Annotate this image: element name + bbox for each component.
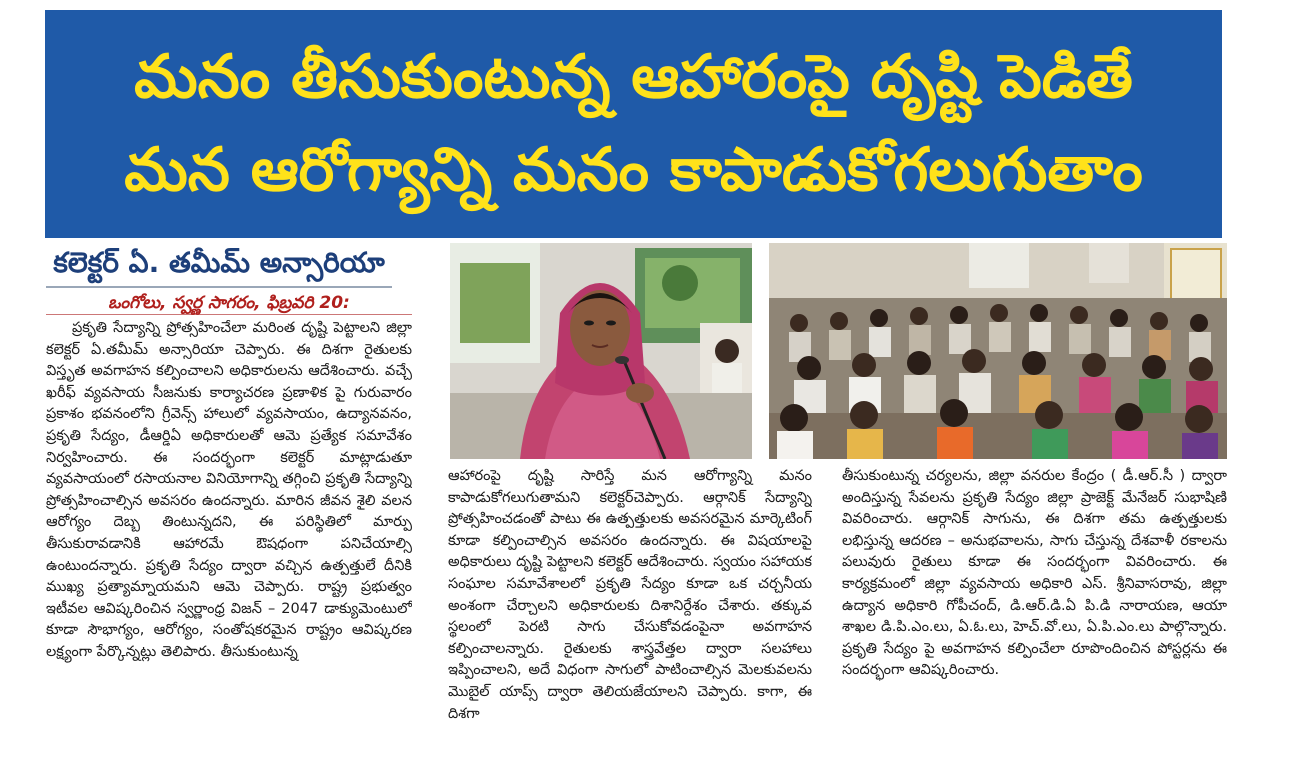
article-column-3: తీసుకుంటున్న చర్యలను, జిల్లా వనరుల కేంద్రం ( డీ.ఆర్.సీ ) ద్వారా అందిస్తున్న సేవలను ప్రకృతి సేద్యం జిల్లా ప్రాజెక్ట్ మేనేజర్ సుభాషిణి వివరించారు. ఆర్గానిక్ సాగును, ఈ దిశగా తమ ఉత్పత్తులకు లభిస్తున్న ఆదరణ – అనుభవాలను, సాగు చేస్తున్న దేశవాళీ రకాలను పలువురు రైతులు కూడా ఈ సందర్భంగా వివరించారు. ఈ కార్యక్రమంలో జిల్లా వ్యవసాయ అధికారి ఎస్. శ్రీనివాసరావు, జిల్లా ఉద్యాన అధికారి గోపీచంద్, డి.ఆర్.డి.ఏ పి.డి నారాయణ, ఆయా శాఖల డి.పి.ఎం.లు, ఏ.ఓ.లు, హెచ్.వో.లు, ఏ.పి.ఎం.లు పాల్గొన్నారు. ప్రకృతి సేద్యం పై అవగాహన కల్పించేలా రూపొందించిన పోస్టర్లను ఈ సందర్భంగా ఆవిష్కరించారు. bbox=[842, 468, 1227, 679]
article-column-1: ప్రకృతి సేద్యాన్ని ప్రోత్సహించేలా మరింత దృష్టి పెట్టాలని జిల్లా కలెక్టర్ ఏ.తమీమ్ అన్సారియా చెప్పారు. ఈ దిశగా రైతులకు విస్తృత అవగాహన కల్పించాలని అధికారులను ఆదేశించారు. వచ్చే ఖరీఫ్ వ్యవసాయ సీజనుకు కార్యాచరణ ప్రణాళిక పై గురువారం ప్రకాశం భవనంలోని గ్రీవెన్స్ హాలులో వ్యవసాయం, ఉద్యానవనం, ప్రకృతి సేద్యం, డీఆర్డిఏ అధికారులతో ఆమె ప్రత్యేక సమావేశం నిర్వహించారు. ఈ సందర్భంగా కలెక్టర్ మాట్లాడుతూ వ్యవసాయంలో రసాయనాల వినియోగాన్ని తగ్గించి ప్రకృతి సేద్యాన్ని ప్రోత్సహించాల్సిన అవసరం ఉందన్నారు. మారిన జీవన శైలి వలన ఆరోగ్యం దెబ్బ తింటున్నదని, ఈ పరిస్థితిలో మార్పు తీసుకురావడానికి ఆహారమే ఔషధంగా పనిచేయాల్సి ఉంటుందన్నారు. ప్రకృతి సేద్యం ద్వారా వచ్చిన ఉత్పత్తులే దీనికి ముఖ్య ప్రత్యామ్నాయమని ఆమె చెప్పారు. రాష్ట్ర ప్రభుత్వం ఇటీవల ఆవిష్కరించిన స్వర్ణాంధ్ర విజన్ – 2047 డాక్యుమెంటులో కూడా సౌభాగ్యం, ఆరోగ్యం, సంతోషకరమైన రాష్ట్రం ఆవిష్కరణ లక్ష్యంగా పేర్కొన్నట్లు తెలిపారు. తీసుకుంటున్న bbox=[46, 320, 412, 660]
headline-banner bbox=[45, 10, 1222, 238]
byline-name: కలెక్టర్ ఏ. తమీమ్ అన్సారియా bbox=[53, 246, 385, 279]
collector-speaking-photo bbox=[450, 243, 752, 459]
dateline: ఒంగోలు, స్వర్ణ సాగరం, ఫిబ్రవరి 20: bbox=[46, 292, 412, 315]
page-margin bbox=[1232, 0, 1303, 778]
article-column-2: ఆహారంపై దృష్టి సారిస్తే మన ఆరోగ్యాన్ని మనం కాపాడుకోగలుగుతామని కలెక్టర్‌చెప్పారు. ఆర్గానిక్ సేద్యాన్ని ప్రోత్సహించడంతో పాటు ఈ ఉత్పత్తులకు అవసరమైన మార్కెటింగ్ కూడా కల్పించాల్సిన అవసరం ఉందన్నారు. ఈ విషయాలపై అధికారులు దృష్టి పెట్టాలని కలెక్టర్ ఆదేశించారు. స్వయం సహాయక సంఘాల సమావేశాలలో ప్రకృతి సేద్యం కూడా ఒక చర్చనీయ అంశంగా చేర్చాలని అధికారులకు దిశానిర్దేశం చేశారు. తక్కువ స్థలంలో పెరటి సాగు చేసుకోవడంపైనా అవగాహన కల్పించాలన్నారు. రైతులకు శాస్త్రవేత్తల ద్వారా సలహాలు ఇప్పించాలని, అదే విధంగా సాగులో పాటించాల్సిన మెలకువలను మొబైల్ యాప్స్ ద్వారా తెలియజేయాలని చెప్పారు. కాగా, ఈ దిశగా bbox=[448, 468, 812, 722]
headline-line-1: మనం తీసుకుంటున్న ఆహారంపై దృష్టి పెడితే bbox=[134, 42, 1133, 112]
byline-box bbox=[46, 240, 392, 288]
headline-line-2: మన ఆరోగ్యాన్ని మనం కాపాడుకోగలుగుతాం bbox=[124, 135, 1143, 205]
meeting-audience-photo bbox=[769, 243, 1227, 459]
